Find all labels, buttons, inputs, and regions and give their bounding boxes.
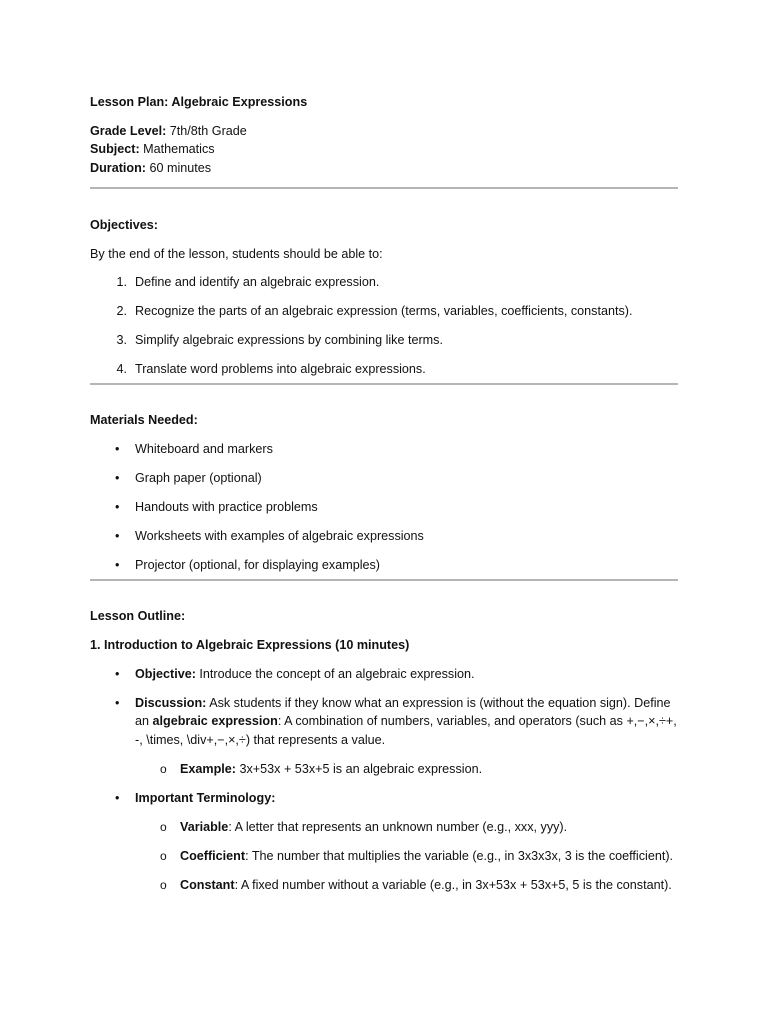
objectives-intro: By the end of the lesson, students should be able to: [90, 246, 383, 261]
section-title: 1. Introduction to Algebraic Expressions (10 minutes) [90, 637, 410, 652]
objective-text: Introduce the concept of an algebraic expression. [195, 666, 475, 681]
bullet-marker: • [115, 790, 120, 805]
example-label: Example: [180, 761, 236, 776]
algebraic-expression-term: algebraic expression [152, 714, 278, 728]
discussion-text: : A combination of numbers, variables, and operators (such as +,−,×,÷+, [277, 714, 677, 728]
grade-level-label: Grade Level: [90, 123, 167, 138]
objective-text: Translate word problems into algebraic expressions. [135, 362, 426, 376]
sub-bullet-marker: o [160, 761, 167, 776]
material-item [90, 469, 678, 488]
duration-line [90, 159, 678, 178]
document-page [90, 93, 678, 894]
bullet-marker: • [115, 442, 120, 456]
duration-label: Duration: [90, 160, 146, 175]
term-label: Constant [180, 877, 235, 892]
term-item [90, 876, 678, 895]
bullet-marker: • [115, 529, 120, 543]
list-number: 4. [116, 362, 127, 376]
document-title: Lesson Plan: Algebraic Expressions [90, 95, 308, 109]
objective-text: Simplify algebraic expressions by combining like terms. [135, 333, 443, 347]
outline-objective-item [90, 665, 678, 684]
outline-heading: Lesson Outline: [90, 608, 186, 623]
term-text: : A fixed number without a variable (e.g., in 3x+53x + 53x+5, 5 is the constant). [234, 877, 672, 892]
material-item [90, 498, 678, 517]
objective-text: Recognize the parts of an algebraic expression (terms, variables, coefficients, constants). [135, 304, 633, 318]
objective-item [90, 331, 678, 350]
objective-item [90, 302, 678, 321]
material-item [90, 440, 678, 459]
subject-value: Mathematics [139, 142, 215, 156]
subject-label: Subject: [90, 142, 140, 156]
list-number: 2. [116, 304, 127, 318]
material-text: Projector (optional, for displaying examples) [135, 558, 380, 572]
material-item [90, 527, 678, 546]
bullet-marker: • [115, 695, 120, 710]
material-text: Graph paper (optional) [135, 471, 262, 485]
objective-label: Objective: [135, 666, 196, 681]
discussion-text: an [135, 714, 153, 728]
objective-item [90, 273, 678, 292]
duration-value: 60 minutes [145, 160, 212, 175]
objectives-heading: Objectives: [90, 218, 158, 232]
bullet-marker: • [115, 666, 120, 681]
objective-text: Define and identify an algebraic expression. [135, 275, 380, 289]
bullet-marker: • [115, 471, 120, 485]
material-item [90, 556, 678, 575]
example-item [90, 760, 678, 779]
bullet-marker: • [115, 500, 120, 514]
sub-bullet-marker: o [160, 848, 167, 863]
material-text: Whiteboard and markers [135, 442, 273, 456]
grade-level-line [90, 122, 678, 141]
term-text: : A letter that represents an unknown number (e.g., xxx, yyy). [228, 819, 568, 834]
discussion-text: -, \times, \div+,−,×,÷) that represents a value. [135, 732, 386, 747]
term-text: : The number that multiplies the variable (e.g., in 3x3x3x, 3 is the coefficient). [245, 848, 674, 863]
list-number: 1. [116, 275, 127, 289]
subject-line [90, 140, 678, 159]
bullet-marker: • [115, 558, 120, 572]
material-text: Worksheets with examples of algebraic expressions [135, 529, 424, 543]
discussion-item [90, 694, 678, 750]
sub-bullet-marker: o [160, 877, 167, 892]
materials-heading: Materials Needed: [90, 412, 198, 427]
objective-item [90, 360, 678, 379]
example-text: 3x+53x + 53x+5 is an algebraic expression. [236, 761, 483, 776]
term-label: Coefficient [180, 848, 246, 863]
term-label: Variable [180, 819, 229, 834]
term-item [90, 847, 678, 866]
grade-level-value: 7th/8th Grade [166, 123, 247, 138]
material-text: Handouts with practice problems [135, 500, 318, 514]
list-number: 3. [116, 333, 127, 347]
discussion-label: Discussion: [135, 695, 207, 710]
terminology-item [90, 789, 678, 808]
sub-bullet-marker: o [160, 819, 167, 834]
discussion-text: Ask students if they know what an expression is (without the equation sign). Define [206, 695, 671, 710]
term-item [90, 818, 678, 837]
terminology-label: Important Terminology: [135, 790, 276, 805]
